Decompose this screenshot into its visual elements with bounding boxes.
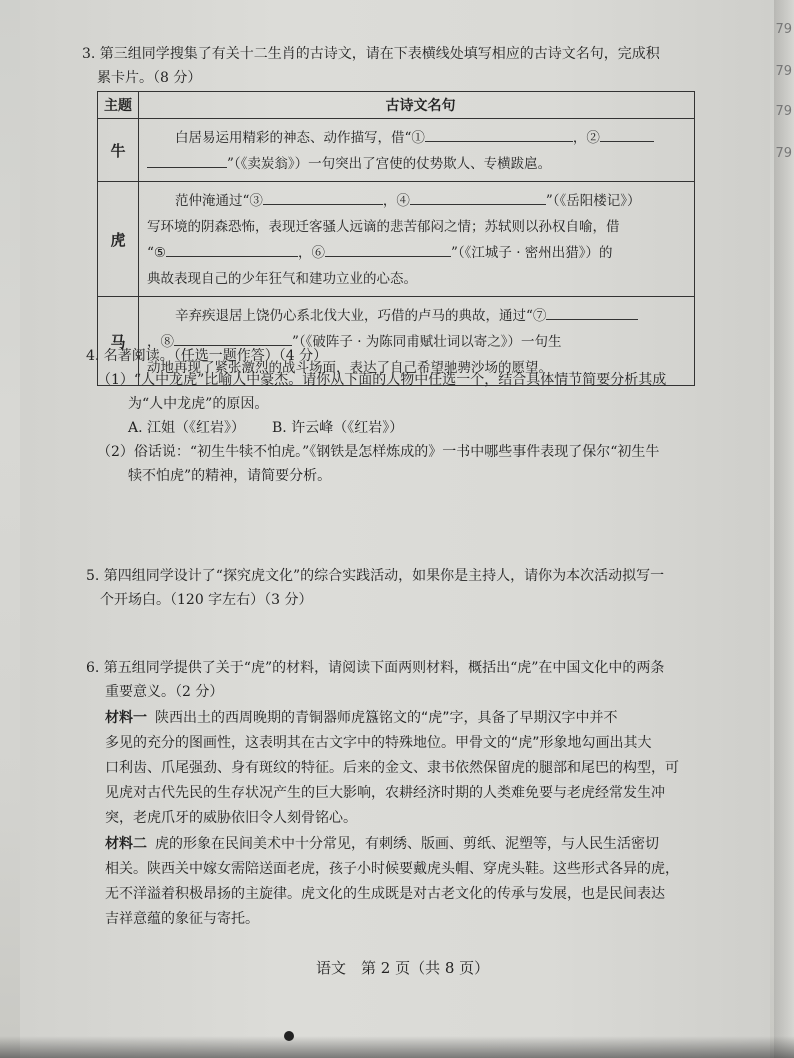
answer-blank-6[interactable]: [325, 242, 451, 257]
table-header-row: [98, 92, 695, 119]
row-text: 典故表现自己的少年狂气和建功立业的心态。: [147, 271, 417, 287]
edge-mark: 79: [775, 64, 792, 79]
answer-blank-3[interactable]: [263, 190, 383, 205]
answer-blank-5[interactable]: [166, 242, 298, 257]
row-text: 动地再现了紧张激烈的战斗场面，表达了自己希望驰骋沙场的愿望。: [147, 360, 552, 376]
material-text: 多见的充分的图画性，这表明其在古文字中的特殊地位。甲骨文的“虎”形象地勾画出其大: [105, 735, 652, 751]
material-text: 吉祥意蕴的象征与寄托。: [105, 911, 259, 927]
row-content: [139, 119, 695, 182]
header-content: 古诗文名句: [139, 92, 695, 119]
next-page-edge: [774, 0, 794, 1058]
material-text: 口利齿、爪尾强劲、身有斑纹的特征。后来的金文、隶书依然保留虎的腿部和尾巴的构型，可: [105, 760, 679, 776]
row-text: “⑤: [147, 245, 167, 261]
q4-title: 4. 名著阅读。（任选一题作答）（4 分）: [86, 348, 328, 364]
q6-line1: 6. 第五组同学提供了关于“虎”的材料，请阅读下面两则材料，概括出“虎”在中国文化中的两条: [86, 660, 665, 676]
q3-intro-line1: 3. 第三组同学搜集了有关十二生肖的古诗文，请在下表横线处填写相应的古诗文名句，完成积: [82, 46, 660, 62]
material-1-line1: [105, 708, 618, 728]
row-topic: 虎: [98, 182, 139, 297]
q6-line2: 重要意义。（2 分）: [105, 684, 224, 700]
row-content: [139, 182, 695, 297]
material-text: 无不洋溢着积极昂扬的主旋律。虎文化的生成既是对古老文化的传承与发展，也是民间表达: [105, 886, 665, 902]
table-row: [98, 182, 695, 297]
material-text: 相关。陕西关中嫁女需陪送面老虎，孩子小时候要戴虎头帽、穿虎头鞋。这些形式各异的虎，: [105, 861, 679, 877]
q4-part1-line2: 为“人中龙虎”的原因。: [128, 396, 269, 412]
material-text: 突，老虎爪牙的威胁依旧令人刻骨铭心。: [105, 810, 357, 826]
edge-mark: 79: [775, 146, 792, 161]
row-text: ”（《江城子 · 密州出猎》）的: [451, 245, 613, 261]
answer-blank-2[interactable]: [600, 127, 654, 142]
row-text: ，②: [572, 130, 600, 146]
bottom-shadow: [0, 1036, 794, 1058]
material-text: 虎的形象在民间美术中十分常见，有刺绣、版画、剪纸、泥塑等，与人民生活密切: [155, 836, 659, 852]
row-text: ，⑧: [147, 334, 174, 350]
answer-blank-1[interactable]: [425, 127, 573, 142]
header-topic: 主题: [98, 92, 139, 119]
material-1-label: 材料一: [105, 710, 147, 726]
row-text: ，④: [382, 193, 410, 209]
q4-option-b: B. 许云峰（《红岩》）: [272, 420, 404, 436]
q4-part1-line1: （1）“人中龙虎”比喻人中豪杰。请你从下面的人物中任选一个，结合具体情节简要分析其成: [97, 372, 667, 388]
row-topic: 马: [98, 297, 139, 386]
material-text: 见虎对古代先民的生存状况产生的巨大影响，农耕经济时期的人类难免要与老虎经常发生冲: [105, 785, 665, 801]
q3-table: [97, 91, 695, 386]
q4-part2-line1: （2）俗话说：“初生牛犊不怕虎。”《钢铁是怎样炼成的》一书中哪些事件表现了保尔“初生牛: [97, 444, 660, 460]
q5-line1: 5. 第四组同学设计了“探究虎文化”的综合实践活动，如果你是主持人，请你为本次活动拟写一: [86, 568, 665, 584]
row-text: 辛弃疾退居上饶仍心系北伐大业，巧借的卢马的典故，通过“⑦: [175, 308, 547, 324]
answer-blank-8[interactable]: [174, 331, 292, 346]
edge-mark: 79: [775, 22, 792, 37]
q4-option-a: A. 江姐（《红岩》）: [128, 420, 246, 436]
q5-line2: 个开场白。（120 字左右）（3 分）: [100, 592, 313, 608]
row-text: 范仲淹通过“③: [175, 193, 263, 209]
row-text: 写环境的阴森恐怖，表现迁客骚人远谪的悲苦郁闷之情；苏轼则以孙权自喻，借: [147, 219, 620, 235]
table-row: [98, 119, 695, 182]
answer-blank-7[interactable]: [546, 305, 638, 320]
row-text: ”（《岳阳楼记》）: [545, 193, 641, 209]
row-text: ，⑥: [298, 245, 326, 261]
material-2-line1: [105, 834, 659, 854]
material-2-label: 材料二: [105, 836, 147, 852]
edge-mark: 79: [775, 104, 792, 119]
row-topic: 牛: [98, 119, 139, 182]
q4-part2-line2: 犊不怕虎”的精神，请简要分析。: [128, 468, 332, 484]
answer-blank-4[interactable]: [410, 190, 546, 205]
q3-intro-line2: 累卡片。（8 分）: [97, 70, 202, 86]
row-text: ”（《破阵子 · 为陈同甫赋壮词以寄之》）一句生: [292, 334, 562, 350]
row-text: 白居易运用精彩的神态、动作描写，借“①: [175, 130, 425, 146]
page-footer: 语文 第 2 页（共 8 页）: [316, 959, 490, 977]
answer-blank-2-cont[interactable]: [147, 153, 227, 168]
material-text: 陕西出土的西周晚期的青铜器师虎簋铭文的“虎”字，具备了早期汉字中并不: [155, 710, 618, 726]
row-text: ”（《卖炭翁》）一句突出了宫使的仗势欺人、专横跋扈。: [227, 156, 552, 172]
